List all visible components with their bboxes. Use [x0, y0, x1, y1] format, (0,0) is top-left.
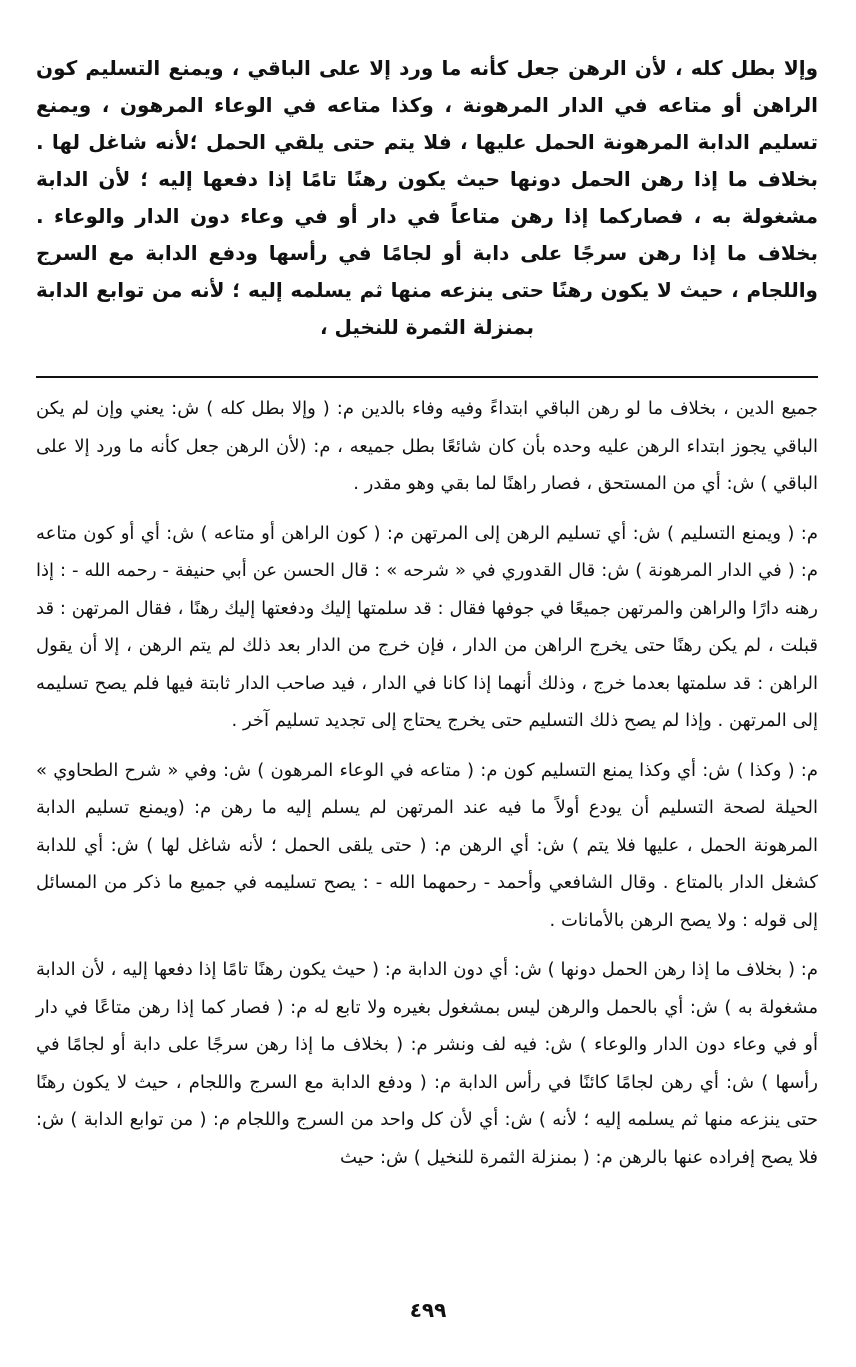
page-number: ٤٩٩ — [409, 1298, 447, 1322]
commentary-paragraph-4: م: ( بخلاف ما إذا رهن الحمل دونها ) ش: أي دون الدابة م: ( حيث يكون رهنًا تامًا إذا دفعها إليه ، لأن الدابة مشغولة به ) ش: أي بالحمل والرهن ليس بمشغول بغيره ولا تابع له م: ( فصار كما إذا رهن متاعًا في دار أو في وعاء دون الدار والوعاء ) ش: فيه لف ونشر م: ( بخلاف ما إذا رهن سرجًا على دابة أو لجامًا في رأسها ) ش: أي رهن لجامًا كائنًا في رأس الدابة م: ( ودفع الدابة مع السرج واللجام ، حيث لا يكون رهنًا حتى ينزعه منها ثم يسلمه إليه ؛ لأنه ) ش: أي لأن كل واحد من السرج واللجام م: ( من توابع الدابة ) ش: فلا يصح إفراده عنها بالرهن م: ( بمنزلة الثمرة للنخيل ) ش: حيث — [36, 959, 818, 1168]
commentary-paragraph-1: جميع الدين ، بخلاف ما لو رهن الباقي ابتداءً وفيه وفاء بالدين م: ( وإلا بطل كله ) ش: يعني وإن لم يكن الباقي يجوز ابتداء الرهن عليه وحده بأن كان شائعًا بطل جميعه ، م: (لأن الرهن جعل كأنه ما ورد إلا على الباقي ) ش: أي من المستحق ، فصار راهنًا لما بقي وهو مقدر . — [36, 398, 818, 494]
commentary-paragraph-2: م: ( ويمنع التسليم ) ش: أي تسليم الرهن إلى المرتهن م: ( كون الراهن أو متاعه ) ش: أي أو كون متاعه م: ( في الدار المرهونة ) ش: قال القدوري في « شرحه » : قال الحسن عن أبي حنيفة - رحمه الله - : إذا رهنه دارًا والراهن والمرتهن جميعًا في جوفها فقال : قد سلمتها إليك ودفعتها إليك رهنًا ، فقال المرتهن : قد قبلت ، لم يكن رهنًا حتى يخرج الراهن من الدار ، فإن خرج من الدار بعد ذلك لم يتم الرهن ، إلا أن يقول الراهن : قد سلمتها بعدما خرج ، وذلك أنهما إذا كانا في الدار ، فيد صاحب الدار ثابتة فيها فلم يصح تسليمه إلى المرتهن . وإذا لم يصح ذلك التسليم حتى يخرج يحتاج إلى تجديد تسليم آخر . — [36, 522, 818, 731]
main-text: وإلا بطل كله ، لأن الرهن جعل كأنه ما ورد إلا على الباقي ، ويمنع التسليم كون الراهن أو متاعه في الدار المرهونة ، وكذا متاعه في الوعاء المرهون ، ويمنع تسليم الدابة المرهونة الحمل عليها ، فلا يتم حتى يلقي الحمل ؛لأنه شاغل لها . بخلاف ما إذا رهن الحمل دونها حيث يكون رهنًا تامًا إذا دفعها إليه ؛ لأن الدابة مشغولة به ، فصاركما إذا رهن متاعاً في دار أو في وعاء دون الدار والوعاء . بخلاف ما إذا رهن سرجًا على دابة أو لجامًا في رأسها ودفع الدابة مع السرج واللجام ، حيث لا يكون رهنًا حتى ينزعه منها ثم يسلمه إليه ؛ لأنه من توابع الدابة بمنزلة الثمرة للنخيل ، — [36, 56, 818, 339]
section-divider — [36, 376, 818, 378]
commentary-section — [36, 390, 818, 1188]
commentary-paragraph-3: م: ( وكذا ) ش: أي وكذا يمنع التسليم كون م: ( متاعه في الوعاء المرهون ) ش: وفي « شرح الطحاوي » الحيلة لصحة التسليم أن يودع أولاً ما فيه عند المرتهن لم يسلم إليه ما رهن م: (ويمنع تسليم الدابة المرهونة الحمل ، عليها فلا يتم ) ش: أي الرهن م: ( حتى يلقى الحمل ؛ لأنه شاغل لها ) ش: أي للدابة كشغل الدار بالمتاع . وقال الشافعي وأحمد - رحمهما الله - : يصح تسليمه في جميع ما ذكر من المسائل إلى قوله : ولا يصح الرهن بالأمانات . — [36, 759, 818, 931]
